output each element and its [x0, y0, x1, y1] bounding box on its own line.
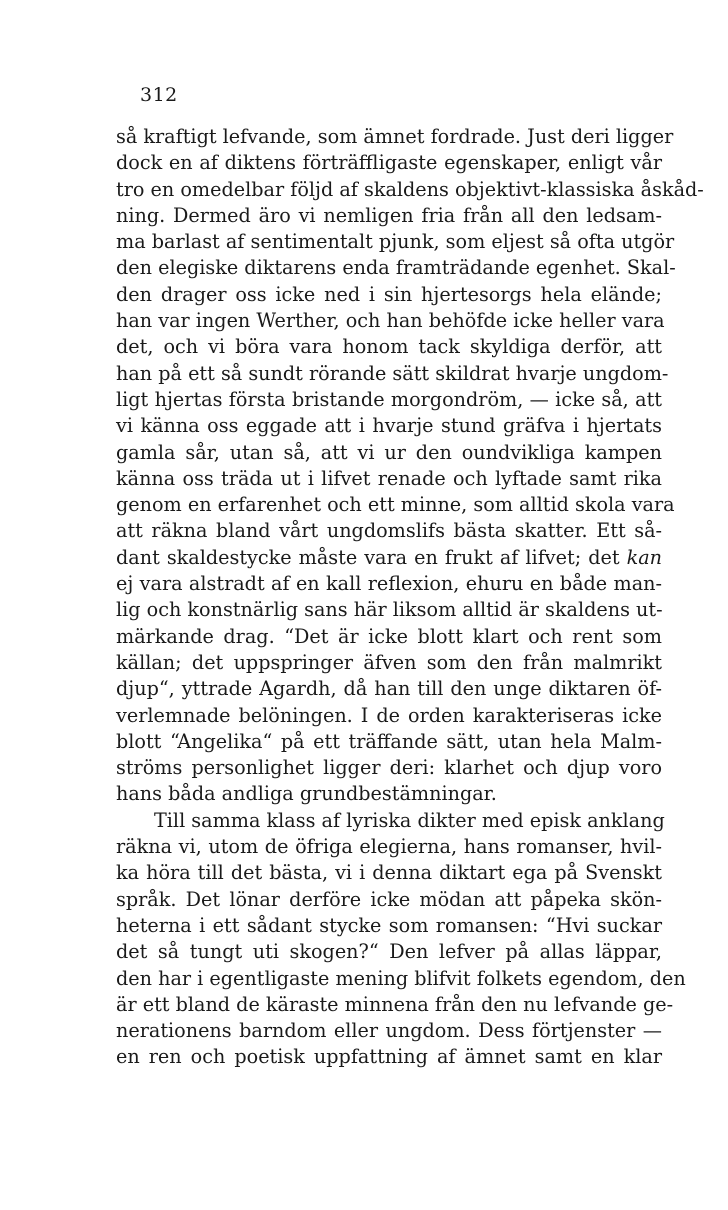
text-line: räkna vi, utom de öfriga elegierna, hans romanser, hvil- — [116, 835, 662, 859]
text-line: ej vara alstradt af en kall reflexion, ehuru en både man- — [116, 572, 662, 596]
text-line: tro en omedelbar följd af skaldens objektivt-klassiska åskåd- — [116, 177, 704, 201]
text-line: det, och vi böra vara honom tack skyldiga derför, att — [116, 335, 662, 359]
text-line: en ren och poetisk uppfattning af ämnet samt en klar — [116, 1045, 662, 1069]
text-line: blott “Angelika“ på ett träffande sätt, utan hela Malm- — [116, 729, 662, 753]
text-line: märkande drag. “Det är icke blott klart och rent som — [116, 624, 662, 648]
text-line: vi känna oss eggade att i hvarje stund gräfva i hjertats — [116, 414, 662, 438]
text-line: den drager oss icke ned i sin hjertesorgs hela elände; — [116, 282, 662, 306]
text-line: ning. Dermed äro vi nemligen fria från all den ledsam- — [116, 203, 662, 227]
text-line: heterna i ett sådant stycke som romansen: “Hvi suckar — [116, 913, 662, 937]
text-line: den har i egentligaste mening blifvit folkets egendom, den — [116, 966, 686, 990]
text-line: ligt hjertas första bristande morgondröm, — icke så, att — [116, 387, 662, 411]
text-line: han var ingen Werther, och han behöfde icke heller vara — [116, 309, 665, 333]
text-line: ka höra till det bästa, vi i denna diktart ega på Svenskt — [116, 861, 662, 885]
text-line: känna oss träda ut i lifvet renade och lyftade samt rika — [116, 466, 662, 490]
text-line: källan; det uppspringer äfven som den från malmrikt — [116, 650, 662, 674]
text-line: genom en erfarenhet och ett minne, som alltid skola vara — [116, 493, 675, 517]
text-line-part: dant skaldestycke måste vara en frukt af lifvet; det — [116, 545, 627, 569]
body-text — [116, 124, 704, 1071]
text-line: ströms personlighet ligger deri: klarhet och djup voro — [116, 756, 662, 780]
text-line: lig och konstnärlig sans här liksom alltid är skaldens ut- — [116, 598, 663, 622]
text-line: verlemnade belöningen. I de orden karakteriseras icke — [116, 703, 662, 727]
text-line: är ett bland de käraste minnena från den nu lefvande ge- — [116, 992, 674, 1016]
text-line: dock en af diktens förträffligaste egenskaper, enligt vår — [116, 151, 662, 175]
text-line — [116, 545, 662, 571]
text-line: hans båda andliga grundbestämningar. — [116, 782, 497, 806]
text-line: den elegiske diktarens enda framträdande egenhet. Skal- — [116, 256, 676, 280]
text-line: nerationens barndom eller ungdom. Dess förtjenster — — [116, 1019, 662, 1043]
italic-word: kan — [626, 545, 662, 569]
text-line: att räkna bland vårt ungdomslifs bästa skatter. Ett så- — [116, 519, 662, 543]
text-line: så kraftigt lefvande, som ämnet fordrade. Just deri ligger — [116, 125, 674, 148]
text-line: djup“, yttrade Agardh, då han till den unge diktaren öf- — [116, 677, 662, 701]
text-line: det så tungt uti skogen?“ Den lefver på allas läppar, — [116, 940, 662, 964]
text-line: gamla sår, utan så, att vi ur den oundvikliga kampen — [116, 440, 662, 464]
text-line: ma barlast af sentimentalt pjunk, som eljest så ofta utgör — [116, 230, 675, 254]
page-number: 312 — [140, 84, 178, 106]
text-line: han på ett så sundt rörande sätt skildrat hvarje ungdom- — [116, 361, 669, 385]
text-line: språk. Det lönar derföre icke mödan att påpeka skön- — [116, 887, 662, 911]
text-line: Till samma klass af lyriska dikter med episk anklang — [154, 808, 665, 832]
